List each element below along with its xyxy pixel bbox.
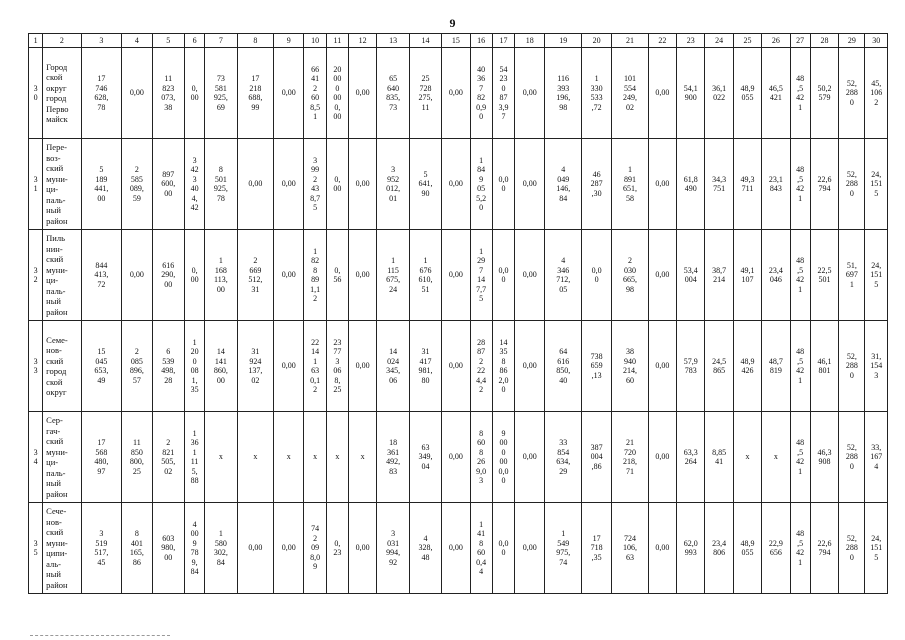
table-cell: 0,00 [274,139,304,230]
table-cell: 45, 106 2 [865,48,888,139]
table-cell: 0,00 [274,321,304,412]
table-cell: 603 980, 00 [152,503,184,594]
table-cell: 1 580 302, 84 [205,503,237,594]
table-cell: 1 891 651, 58 [612,139,648,230]
table-cell: 54,1 900 [677,48,705,139]
table-cell: 0, 56 [326,230,348,321]
table-cell: 0,00 [442,230,470,321]
table-cell: 1 84 9 05 5,2 0 [470,139,492,230]
table-cell: 0, 23 [326,503,348,594]
column-number-24: 24 [705,34,733,48]
table-cell: 46 287 ,30 [581,139,611,230]
table-cell: 0,00 [515,139,545,230]
table-cell: 897 600, 00 [152,139,184,230]
table-cell: 34,3 751 [705,139,733,230]
table-cell: 616 290, 00 [152,230,184,321]
column-number-27: 27 [790,34,810,48]
table-cell: 65 640 835, 73 [377,48,409,139]
table-cell: 31 417 981, 80 [409,321,441,412]
column-number-26: 26 [762,34,790,48]
table-cell: х [205,412,237,503]
table-cell: 0,00 [515,48,545,139]
table-cell: 0,00 [237,139,273,230]
column-number-2: 2 [43,34,81,48]
municipality-name-cell: Сер- гач- ский муни- ци- паль- ный район [43,412,81,503]
table-cell: 17 718 ,35 [581,503,611,594]
table-cell: 48,9 055 [733,503,761,594]
table-cell: 8 401 165, 86 [122,503,152,594]
table-cell: 20 00 0 00 0, 00 [326,48,348,139]
table-cell: 0,00 [349,48,377,139]
table-cell: 53,4 004 [677,230,705,321]
table-cell: 48 ,5 42 1 [790,321,810,412]
table-cell: 1 41 8 60 0,4 4 [470,503,492,594]
municipality-name-cell: Семе- нов- ский город ской округ [43,321,81,412]
table-cell: 1 20 0 08 1, 35 [184,321,204,412]
table-cell: 24, 151 5 [865,230,888,321]
column-number-19: 19 [545,34,581,48]
table-cell: 0, 00 [326,139,348,230]
table-cell: 0,00 [274,48,304,139]
table-cell: 11 823 073, 38 [152,48,184,139]
table-cell: 0,00 [442,321,470,412]
table-cell: 1 29 7 14 7,7 5 [470,230,492,321]
table-cell: 0,0 0 [492,230,514,321]
table-row [29,230,888,321]
column-number-30: 30 [865,34,888,48]
table-cell: 48 ,5 42 1 [790,139,810,230]
table-cell: 74 2 09 8,0 9 [304,503,326,594]
column-number-4: 4 [122,34,152,48]
table-cell: 22,5 501 [810,230,838,321]
municipality-name-cell: Пиль нин- ский муни- ци- паль- ный район [43,230,81,321]
table-cell: 63 349, 04 [409,412,441,503]
table-cell: 1 549 975, 74 [545,503,581,594]
table-cell: 23 77 3 06 8, 25 [326,321,348,412]
column-number-20: 20 [581,34,611,48]
table-cell: 1 82 8 89 1,1 2 [304,230,326,321]
table-cell: 31 924 137, 02 [237,321,273,412]
table-cell: 3 519 517, 45 [81,503,122,594]
table-cell: 50,2 579 [810,48,838,139]
municipality-name-cell: Сече- нов- ский муни- ципи- аль- ный район [43,503,81,594]
table-cell: х [733,412,761,503]
table-cell: 0,00 [349,321,377,412]
table-cell: 54 23 0 87 3,9 7 [492,48,514,139]
table-cell: 2 821 505, 02 [152,412,184,503]
table-cell: 22,6 794 [810,503,838,594]
table-row [29,412,888,503]
table-cell: 48 ,5 42 1 [790,503,810,594]
table-cell: 73 581 925, 69 [205,48,237,139]
table-cell: 22,9 656 [762,503,790,594]
table-cell: 40 36 7 82 0,9 0 [470,48,492,139]
table-cell: 387 004 ,86 [581,412,611,503]
table-row [29,503,888,594]
table-cell: 52, 288 0 [839,321,865,412]
table-cell: 25 728 275, 11 [409,48,441,139]
table-cell: 0,00 [648,230,676,321]
table-cell: 49,1 107 [733,230,761,321]
row-number-cell: 3 5 [29,503,43,594]
table-cell: 28 87 2 22 4,4 2 [470,321,492,412]
table-cell: 38 940 214, 60 [612,321,648,412]
table-cell: 1 115 675, 24 [377,230,409,321]
table-cell: 24, 151 5 [865,139,888,230]
table-cell: 62,0 993 [677,503,705,594]
column-number-18: 18 [515,34,545,48]
table-cell: 23,1 843 [762,139,790,230]
table-cell: 0,00 [442,412,470,503]
table-cell: 0,0 0 [581,230,611,321]
table-cell: 3 99 2 43 8,7 5 [304,139,326,230]
row-number-cell: 3 4 [29,412,43,503]
table-cell: 22 14 1 63 0,1 2 [304,321,326,412]
table-cell: 48,9 055 [733,48,761,139]
table-cell: 24, 151 5 [865,503,888,594]
table-cell: 14 024 345, 06 [377,321,409,412]
table-cell: 4 328, 48 [409,503,441,594]
table-cell: 0,00 [122,48,152,139]
column-number-29: 29 [839,34,865,48]
column-number-23: 23 [677,34,705,48]
table-cell: 0,00 [648,412,676,503]
table-cell: 0,00 [648,139,676,230]
table-cell: 4 049 146, 84 [545,139,581,230]
table-cell: 46,5 421 [762,48,790,139]
table-cell: 14 35 8 86 2,0 0 [492,321,514,412]
table-cell: 64 616 850, 40 [545,321,581,412]
table-cell: 23,4 806 [705,503,733,594]
municipality-name-cell: Пере- воз- ский муни- ци- паль- ный район [43,139,81,230]
table-cell: 52, 288 0 [839,503,865,594]
table-cell: 0,00 [648,321,676,412]
table-cell: 66 41 2 60 8,5 1 [304,48,326,139]
table-cell: 52, 288 0 [839,412,865,503]
table-cell: 31, 154 3 [865,321,888,412]
table-cell: 52, 288 0 [839,48,865,139]
table-cell: 1 330 533 ,72 [581,48,611,139]
table-cell: 0,00 [122,230,152,321]
table-cell: 101 554 249, 02 [612,48,648,139]
table-cell: 0,00 [515,321,545,412]
table-cell: 22,6 794 [810,139,838,230]
table-cell: 2 030 665, 98 [612,230,648,321]
table-cell: 17 746 628, 78 [81,48,122,139]
table-cell: 4 00 9 78 9, 84 [184,503,204,594]
table-cell: 46,3 908 [810,412,838,503]
table-cell: 14 141 860, 00 [205,321,237,412]
column-number-13: 13 [377,34,409,48]
column-number-22: 22 [648,34,676,48]
table-cell: 2 085 896, 57 [122,321,152,412]
table-cell: 5 641, 90 [409,139,441,230]
table-cell: х [274,412,304,503]
table-cell: 0,00 [349,230,377,321]
row-number-cell: 3 1 [29,139,43,230]
table-cell: 1 676 610, 51 [409,230,441,321]
column-number-5: 5 [152,34,184,48]
table-cell: 52, 288 0 [839,139,865,230]
column-number-21: 21 [612,34,648,48]
row-number-cell: 3 0 [29,48,43,139]
table-row [29,321,888,412]
table-cell: 17 218 688, 99 [237,48,273,139]
table-cell: 15 045 653, 49 [81,321,122,412]
row-number-cell: 3 2 [29,230,43,321]
municipal-data-table [28,33,888,594]
table-cell: 724 106, 63 [612,503,648,594]
table-cell: 57,9 783 [677,321,705,412]
table-cell: 18 361 492, 83 [377,412,409,503]
table-cell: 48 ,5 42 1 [790,230,810,321]
table-cell: 5 189 441, 00 [81,139,122,230]
column-number-28: 28 [810,34,838,48]
table-cell: 3 42 3 40 4, 42 [184,139,204,230]
table-cell: 0,00 [237,503,273,594]
table-cell: 21 720 218, 71 [612,412,648,503]
table-cell: 0, 00 [184,48,204,139]
table-cell: 0,00 [274,503,304,594]
column-number-15: 15 [442,34,470,48]
table-cell: 0,00 [442,503,470,594]
table-cell: 61,8 490 [677,139,705,230]
table-row [29,48,888,139]
table-cell: 0,00 [515,230,545,321]
table-cell: 8 60 8 26 9,0 3 [470,412,492,503]
table-cell: 11 850 800, 25 [122,412,152,503]
table-cell: 0,00 [515,412,545,503]
table-cell: 33 854 634, 29 [545,412,581,503]
table-cell: 0,00 [442,48,470,139]
table-cell: х [349,412,377,503]
table-cell: 4 346 712, 05 [545,230,581,321]
table-cell: 0, 00 [184,230,204,321]
table-cell: 48 ,5 42 1 [790,412,810,503]
page-bottom-edge [30,633,170,636]
table-cell: 48,9 426 [733,321,761,412]
table-cell: 51, 697 1 [839,230,865,321]
column-number-7: 7 [205,34,237,48]
table-cell: 738 659 ,13 [581,321,611,412]
table-cell: 49,3 711 [733,139,761,230]
table-cell: х [304,412,326,503]
table-cell: 3 031 994, 92 [377,503,409,594]
column-number-25: 25 [733,34,761,48]
column-number-12: 12 [349,34,377,48]
table-cell: 2 585 089, 59 [122,139,152,230]
column-number-9: 9 [274,34,304,48]
table-cell: 0,00 [274,230,304,321]
page-number: 9 [449,16,456,30]
table-cell: 46,1 801 [810,321,838,412]
table-cell: х [237,412,273,503]
table-cell: 9 00 0 00 0,0 0 [492,412,514,503]
table-cell: 116 393 196, 98 [545,48,581,139]
table-cell: х [762,412,790,503]
table-cell: 48 ,5 42 1 [790,48,810,139]
column-number-16: 16 [470,34,492,48]
column-number-11: 11 [326,34,348,48]
table-cell: 23,4 046 [762,230,790,321]
table-cell: 0,00 [648,48,676,139]
table-cell: 0,00 [648,503,676,594]
row-number-cell: 3 3 [29,321,43,412]
table-cell: 1 36 1 11 5, 88 [184,412,204,503]
table-cell: 2 669 512, 31 [237,230,273,321]
table-cell: х [326,412,348,503]
table-cell: 1 168 113, 00 [205,230,237,321]
table-row [29,139,888,230]
column-number-8: 8 [237,34,273,48]
table-cell: 0,00 [349,503,377,594]
table-cell: 0,0 0 [492,503,514,594]
column-number-17: 17 [492,34,514,48]
table-cell: 38,7 214 [705,230,733,321]
table-cell: 0,00 [515,503,545,594]
table-cell: 6 539 498, 28 [152,321,184,412]
column-number-row [29,34,888,48]
table-cell: 24,5 865 [705,321,733,412]
table-cell: 0,00 [442,139,470,230]
table-cell: 0,00 [349,139,377,230]
table-cell: 48,7 819 [762,321,790,412]
column-number-14: 14 [409,34,441,48]
column-number-3: 3 [81,34,122,48]
table-cell: 33, 167 4 [865,412,888,503]
table-cell: 8 501 925, 78 [205,139,237,230]
table-cell: 17 568 480, 97 [81,412,122,503]
table-cell: 844 413, 72 [81,230,122,321]
municipality-name-cell: Город ской округ город Перво майск [43,48,81,139]
table-cell: 8,85 41 [705,412,733,503]
column-number-6: 6 [184,34,204,48]
column-number-1: 1 [29,34,43,48]
table-cell: 0,0 0 [492,139,514,230]
table-cell: 3 952 012, 01 [377,139,409,230]
table-cell: 63,3 264 [677,412,705,503]
column-number-10: 10 [304,34,326,48]
table-cell: 36,1 022 [705,48,733,139]
